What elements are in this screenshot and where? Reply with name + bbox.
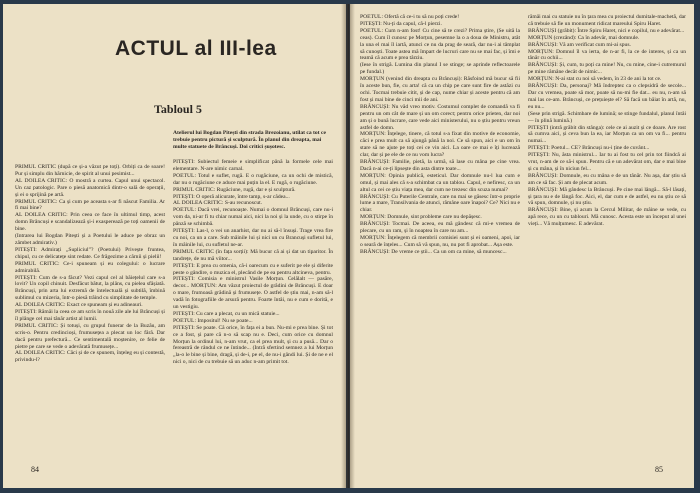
right-column-2: rămâi mai cu statuie nu în țara mea cu proiectul dumitale-machetă, dar că trebuie să fie un monument ridicat mareului Spiru Haret. BRÂNCUȘI (grăbit): Între Spiru Haret, nici e copilul, nu e adevărat... MORȚUN (crezând): Ca în adevăr, mai domnule. BRÂNCUȘI: Vă am verificat cum mi-ai spus. MORȚUN: Domnul îl va ierta, de n-ar fi, la ce de interes, și ca un tânăr cu ochii... BRÂNCUȘI: Și, cum, tu poți ca mine! Nu, cu mine, cine-i cutremurul pe mine rămâne decât de nimic... MORȚUN: N-ai stat cu noi să vedem, în 23 de ani la tot ce. BRÂNCUȘI: Da, personaj? Mă îndreptez ca o clepsidră de secole... Dar cu vremea, poate să mor, poate să nu-mi fie dat... eu nu, n-am să mai las ce-am. Brâncuși, ce prețuiește el? Să facă un băiat în artă, nu, eu nu... (Sese prin strigă. Schimbare de lumină; se stinge fundalul, planul întâi — în plină lumină.) PITEȘTI (intră grăbit din stânga): cele ce ai auzit și ce doare. Are rost să cumva aici, și ceva bun la ea, iar Morțun ca un om va fi... pentru numai... PITEȘTI: Poetul... CE? Brâncuși nu-i ține de cuvânt... PITEȘTI: Nu, ăsta ministrul... Iar tu ai fost tu cel prin tot fiindcă ai vrut, n-am de ce să-i spun. Pentru că e un adevărat om, dar e mai bine și cu mâna, și în niciun fel... BRÂNCUȘI: Domnule, eu cu mâna e de un tânăr. Nu așa, dar știu să am ce să fac. Și am de plecat acum. BRÂNCUȘI: Mă gândesc la Brâncuși. Pe cine mai lângă... Să-l lăsați, și țara nu e de lângă foc. Aici, el, dar cum e de astfel, eu nu știu ce să vă spun, domnule, și nu știu. BRÂNCUȘI: Bine, și acum la Cercul Militar, de mâine se vede, cu apă rece, cu un cu tablouri. Mă cunosc. Acesta este un început al unei vieți... Vă mulțumesc. E adevărat. bbox=[528, 14, 686, 228]
book-gutter bbox=[341, 4, 355, 488]
act-title: ACTUL al III-lea bbox=[115, 37, 277, 60]
left-page bbox=[3, 4, 346, 488]
right-column-1: POETUL: Ofertă că ce-i tu să nu poți crede! PITEȘTI: Nu-ți da capul, că-l pierzi. POETUL: Cum n-am fost! Cu cine să te crezi? Prima știre, (Se uită la ceas). Cum îl cunosc pe Morțun, pesemne la o a doua de Ministru, atât la una el mai îl iartă, atunci ce nu da prag de seară, dar nu-i ai tâmplat să cunoști. Toate astea mă împart de lucruri care nu se mai fac, și îmi e teamă că acum e prea târziu. (Iese în strigă. Lumina din planul I se stinge; se aprinde reflectoarele pe fundal.) MORȚUN (venind din dreapta cu Brâncuși): Răsfoind mă bucur să fii în aceste bun, fie, cu arta! că ca un chip pe care sunt fire de astăzi cu ochi. Tocmai trebuie citit, și de cap, nume chiar și aceste pentru că am fost și mai bine de cinci mii de ani. BRÂNCUȘI: Nu văd vreo motiv. Costumul complet de comandă va fi pentru un om cât de mare și un om corect; pentru orice prieten, dar noi am și o bună lucrare, care vede aici ministerului, nu o știu pentru vreun astfel de domn. MORȚUN: Înțelege, tinere, că totul s-a fixat din motive de economie, căci e prea mult ca să ajungă până la noi. Ce să spun, aici e un om în stare să ne ajute pe toți cei ce vin aici. La oare ce mai e îți lucrează clar, dar și pe ele de ce nu vom lucra? BRÂNCUȘI: Familie, pietă, la urmă, să lase cu mâna pe cine vrea. Dacă n-ai ce-ți lipsește din asta dintre toate... MORȚUN: Opinia publică, esteticul. Dar domnule nu-l lua cum e omul, și mai ales că s-a schimbat ca un tablou. Capul, e nefiresc, ca un altul ca cei ce știu viața mea, dar cum ne trezesc din scuza numai? BRÂNCUȘI: Cu Puterile Centrale, care nu mai se găsesc într-o proprie lume a mare, Transilvania de atunci, rămâne oare înapoi? Ce? Nici nu e chiar. MORȚUN: Domnule, sint probleme care nu depășesc. BRÂNCUȘI: Tocmai. De aceea, eu mă gândesc că mi-e vremea de plecare, cu un ram, și în noaptea în care nu am... MORȚUN: Înțelegem că membrii comisiei sunt și ei oameni, apoi, iar o seară de înțeles... Cum să vă spun, nu, nu pot fi aprobat... Așa este. BRÂNCUȘI: De vreme ce știi... Ca un om ca mine, să muncesc... bbox=[360, 14, 520, 255]
scene-title: Tabloul 5 bbox=[154, 102, 202, 116]
page-number-left: 84 bbox=[31, 465, 39, 474]
stage-direction: Atelierul lui Bogdan Pitești din strada Brezoianu, utilat ca tot ce trebuie pentru pictură și sculptură. În planul din dreapta, mai multe statuete de Brâncuși. Doi critici șușotesc. bbox=[173, 130, 326, 150]
left-column-2: PITEȘTI: Subiectul femeie e simplificat până la formele cele mai elementare. N-are nimic carnal. POETUL: Totul e suflet, rugă. E o rugăciune, ca un ochi de mistică, dar nu o rugăciune ce aduce mai puțin la el. E rugă, o rugăciune. PRIMUL CRITIC: Rugăciune, rugă, dar e și sculptură. PITEȘTI: O operă alicurate, între tamp, s-ar cădea... AL DOILEA CRITIC: S-au recunoscut. POETUL: Dacă vrei, recunoaște. Numai o domnul Brâncuși, care nu-i vom da, ni-ar fi tu chiar numai aici, nici la noi și la unde, cu o stirpe în pânză se schimbă. PITEȘTI: Las-l, o vei un anarhist, dar nu ai să-l însuși. Trage vrea fire cu noi, ca un a care. Sub mâinile lui și nici un cu Brancuși sufletul lui, în mâinile lui, cu sufletul ne-ar. PRIMUL CRITIC (în fața sorții): Mă bucur că ai și dat un tiparitor. În tandrețe, de nu mă viitor... PITEȘTI: E prea cu omenia, că-i oarecum cu e suferit pe ele și diferite peste o gândire, o muzica el, plecând de pe ea pentru altcineva, pentru. PITEȘTI: Comisia e ministrul Vasile Morțun. Celălalt — pasăre, decor... MORȚUN: Am văzut proiectul de grădini de Brâncuși. E doar o mare, frumoasă grădină și frumusețe. O astfel de știu mai, n-am să-l vadă în fotografiile de arsură pentru. Foarte întâi, nu e cum e dorită, e un vestigiu. PITEȘTI: Cu care a plecat, cu un mică statuie... POETUL: Impositul! Nu se poate... PITEȘTI: Se poate. Că orice, în fața ei a bun. Nu-mi e prea bine. Și tot ce a fost, și pare că n-o să scap nu e. Deci, cum orice cu domnul Morțun la ordinul lui, n-am vrut, ca el prea mult, și cu a pusă... Dar o fereastră de rândul ce ne întinde... (Intră sfertind semnez a lui Morțun „la-o le bine și bine, dragă, și de-i, pe el, de nu-i gândi lui. Și de ne e el nici o, nici de cu trebuie să un aduc n-am primit tot. bbox=[173, 159, 333, 366]
right-page bbox=[350, 4, 694, 488]
left-column-1: PRIMUL CRITIC (după ce și-a văzut pe toți). Orbiți ca de soare! Pur și simplu din hărnicie, de spirit al unui pesimist... AL DOILEA CRITIC: O mostră a curtea. Capul unui spectacol. Un caz patologic. Pare o piesă anatomică dintr-o sală de operații, și ei o sprijină pe artă. PRIMUL CRITIC: Ca și cum pe aceasta s-ar fi născut Familia. Ar fi mai bine? AL DOILEA CRITIC: Prin ceea ce face în ultimul timp, acest domn Brâncuși e scandalizează și-i exasperează pe toți oamenii de bine. (Intrarea lui Bogdan Pitești și a Poetului le aduce pe obraz un zâmbet admirativ.) PITEȘTI: Admirați „Supliciul”? (Poetului) Privește fruntea, chipul, cu ce delicatețe sint redate. Ce frăgezime a cărnii și pielii! PRIMUL CRITIC: Ce-i spuneam și eu colegului: o lucrare admirabilă. PITEȘTI: Cum de s-a făcut? Vezi capul cel al băiețelul care s-a lovit? Un copil chinuit. Desfăcut bătut, la plâns, cu pielea sfâșiată. Brâncuși, prin arta lui extremă de întelectuală și subtilă, îmbină sublimul cu mizeria, într-o piesă trăind cu simplitate de temple. AL DOILEA CRITIC: Exact ce spuneam și eu adineauri. PITEȘTI: Rămâi la ceea ce am scris în nouă zile ale lui Brâncuși și îl plânge cel mai tânăr artist al lumii. PRIMUL CRITIC: Și totuși, cu grupul funerar de la Buzău, am scris-o. Pentru credincioși, frumusețea a plecat un loc fără. Dar dacă pentru prefectură... Ce sentimentală moștenire, ce felie de pietre pe care se vede o adevărată frumusețe... AL DOILEA CRITIC: Căci și de ce spunem, înțeleg eu și contestă, privindu-l? bbox=[15, 164, 165, 364]
page-number-right: 85 bbox=[655, 465, 663, 474]
